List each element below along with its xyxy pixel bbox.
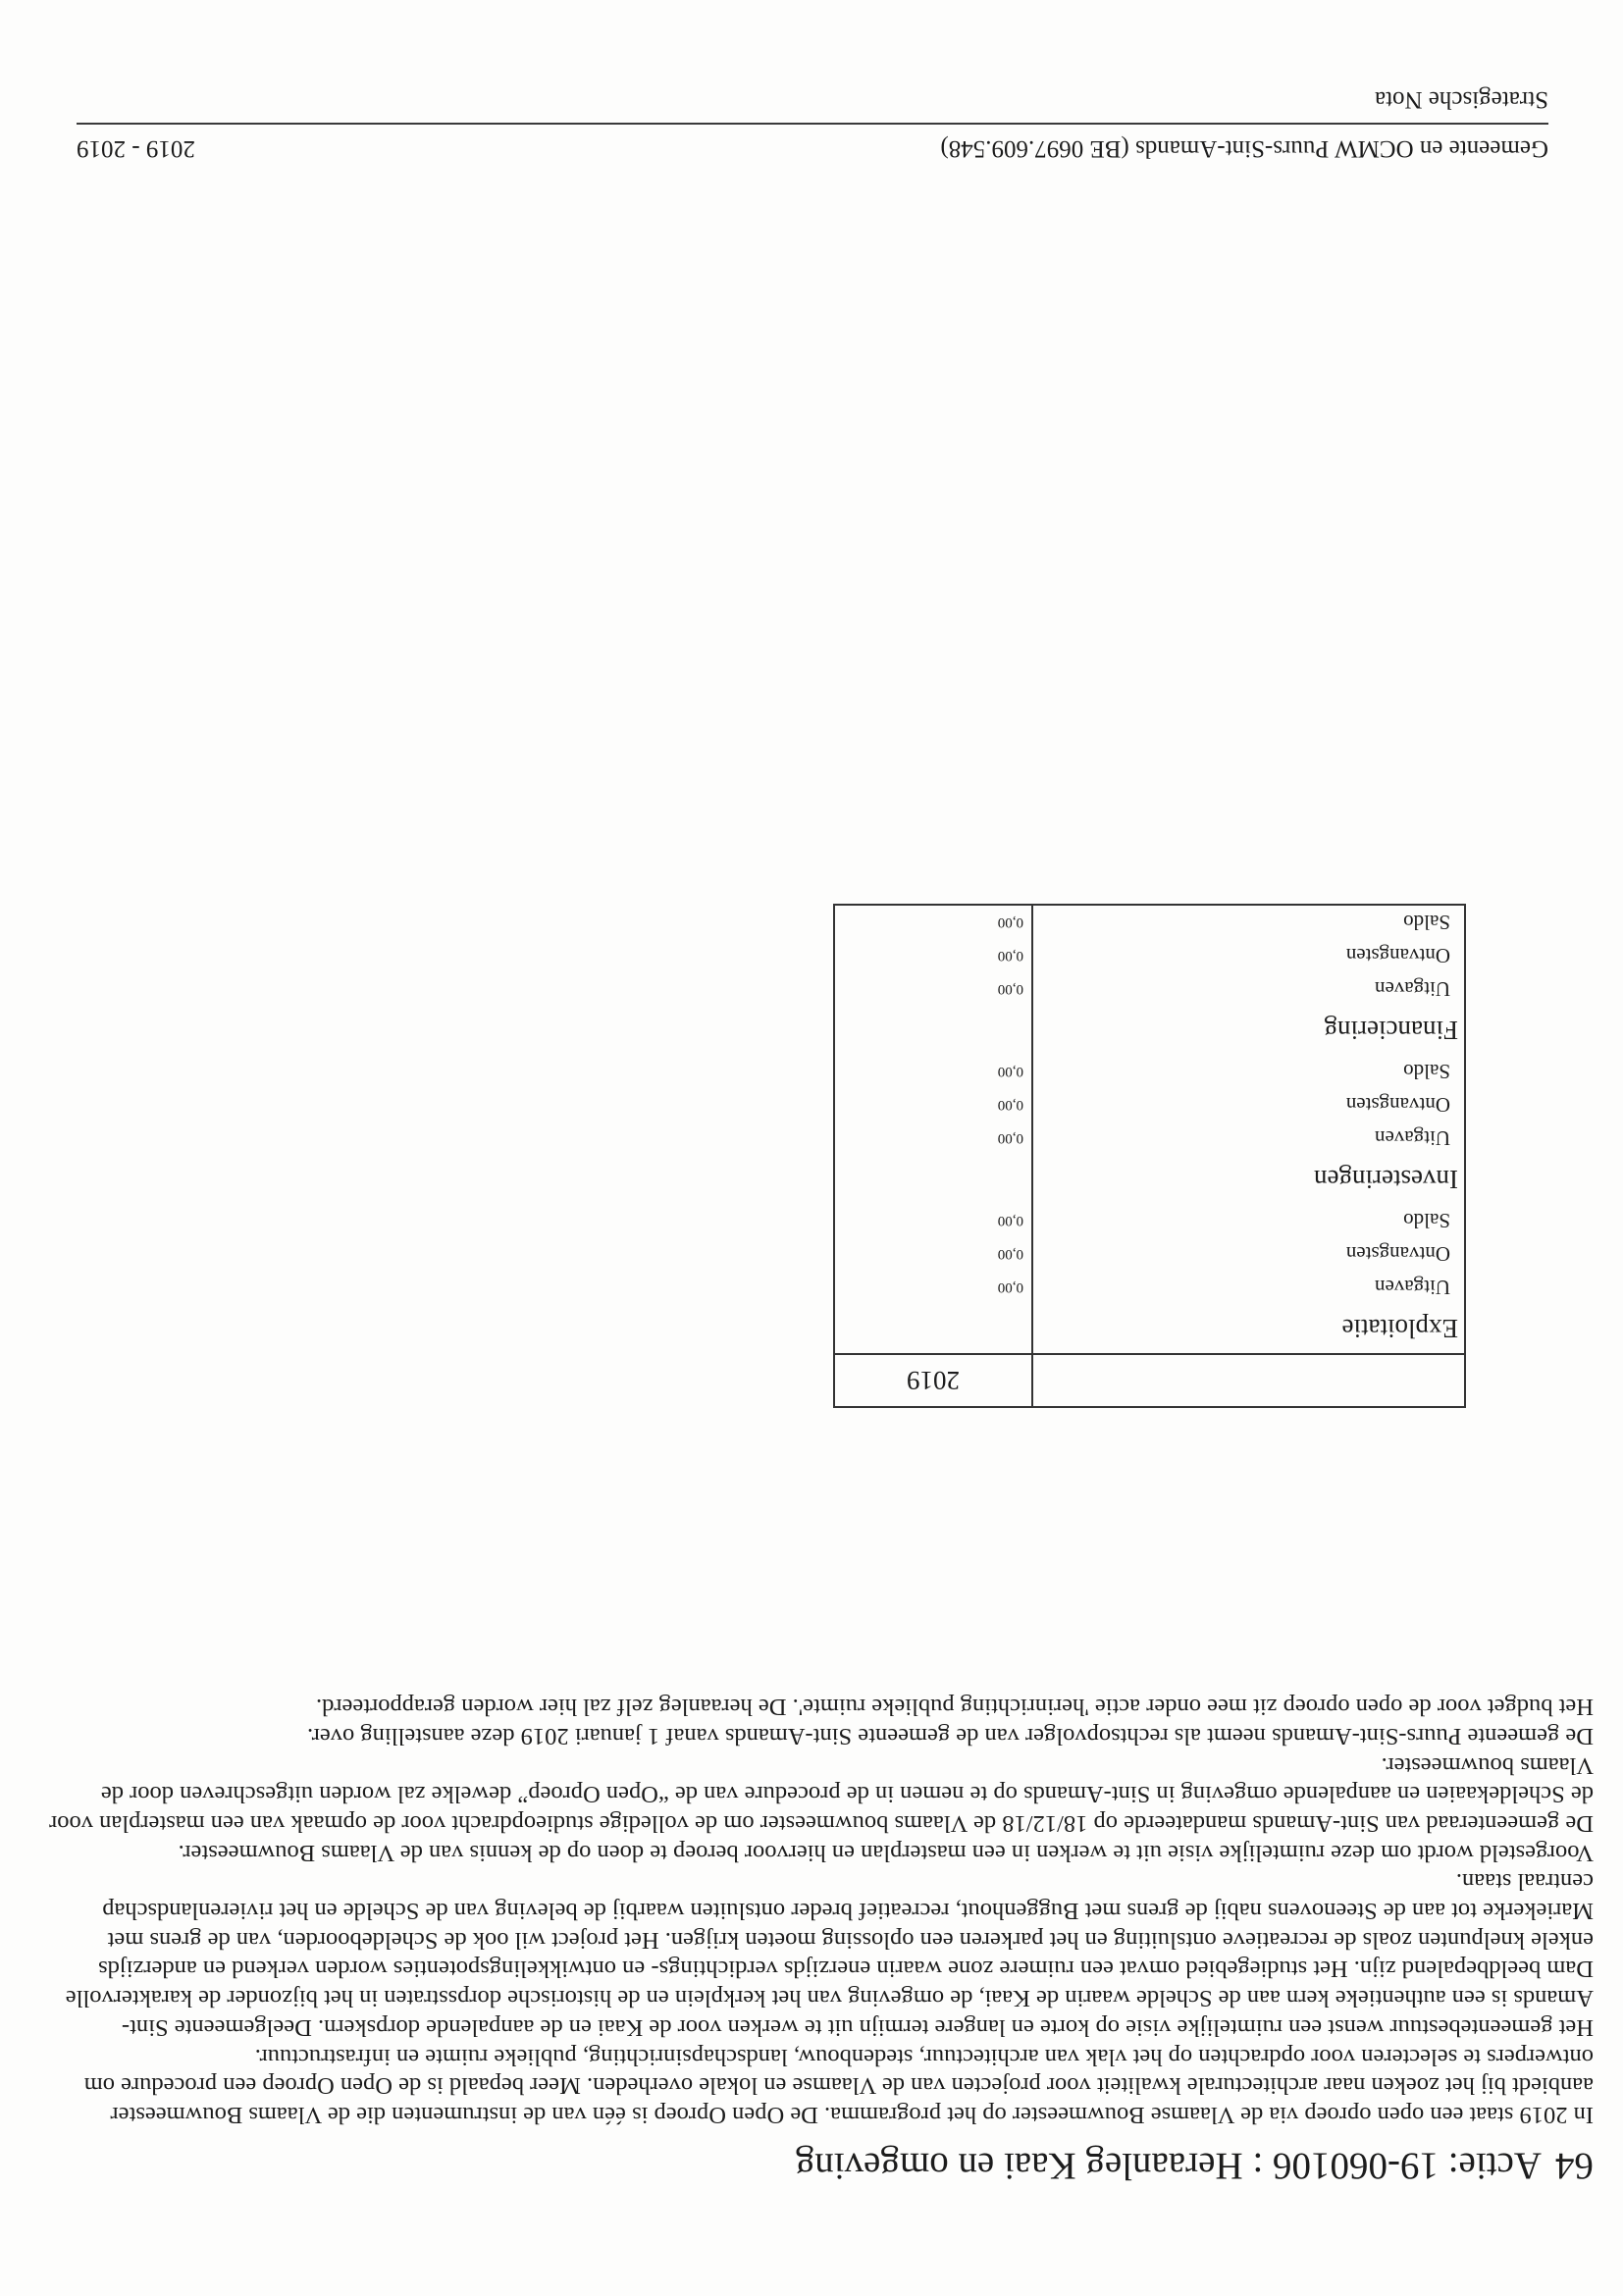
table-row bbox=[834, 1271, 1465, 1304]
year-header: 2019 bbox=[834, 1354, 1032, 1407]
action-description bbox=[43, 1692, 1594, 2129]
row-label: Ontvangsten bbox=[1032, 1088, 1465, 1122]
action-title: Actie: 19-060106 : Heraanleg Kaai en omgeving bbox=[795, 2145, 1542, 2187]
row-value: 0,00 bbox=[834, 1204, 1032, 1237]
table-row bbox=[834, 1122, 1465, 1155]
row-value: 0,00 bbox=[834, 1122, 1032, 1155]
row-label: Uitgaven bbox=[1032, 972, 1465, 1006]
row-label: Ontvangsten bbox=[1032, 1237, 1465, 1271]
section-label: Exploitatie bbox=[1032, 1304, 1465, 1354]
table-row bbox=[834, 905, 1465, 939]
document-title: Strategische Nota bbox=[1374, 86, 1548, 113]
paragraph: In 2019 staat een open oproep via de Vlaamse Bouwmeester op het programma. De Open Oproep is één van de instrumenten die de Vlaams Bouwmeester aanbiedt bij het zoeken naar architecturale kwaliteit voor projecten van de Vlaamse en lokale overheden. Meer bepaald is de Open Oproep een procedure om ontwerpers te selecteren voor opdrachten op het vlak van architectuur, stedenbouw, landschapsinrichting, publieke ruimte en infrastructuur. bbox=[83, 2043, 1594, 2128]
section-label: Financiering bbox=[1032, 1006, 1465, 1055]
section-row bbox=[834, 1006, 1465, 1055]
header-divider bbox=[77, 123, 1548, 125]
paragraph: Voorgesteld wordt om deze ruimtelijke visie uit te werken in een masterplan en hiervoor beroep te doen op de kennis van de Vlaams Bouwmeester. bbox=[178, 1839, 1594, 1866]
row-value: 0,00 bbox=[834, 1088, 1032, 1122]
table-row bbox=[834, 1088, 1465, 1122]
section-row bbox=[834, 1304, 1465, 1354]
row-value: 0,00 bbox=[834, 939, 1032, 972]
row-label: Ontvangsten bbox=[1032, 939, 1465, 972]
section-label: Investeringen bbox=[1032, 1155, 1465, 1204]
table-row bbox=[834, 1055, 1465, 1088]
budget-table bbox=[833, 904, 1466, 1408]
table-row bbox=[834, 1237, 1465, 1271]
row-value: 0,00 bbox=[834, 972, 1032, 1006]
paragraph: De gemeenteraad van Sint-Amands mandateerde op 18/12/18 de Vlaams bouwmeester om de volledige studieopdracht voor de opmaak van een masterplan voor de Scheldekaaien en aanpalende omgeving in Sint-Amands op te nemen in de procedure van de “Open Oproep” dewelke zal worden uitgeschreven door de Vlaams bouwmeester. bbox=[49, 1751, 1594, 1837]
paragraph: De gemeente Puurs-Sint-Amands neemt als rechtsopvolger van de gemeente Sint-Amands vanaf 1 januari 2019 deze aanstelling over. bbox=[306, 1722, 1594, 1749]
row-value: 0,00 bbox=[834, 1271, 1032, 1304]
row-label: Saldo bbox=[1032, 905, 1465, 939]
row-value: 0,00 bbox=[834, 1237, 1032, 1271]
table-row bbox=[834, 972, 1465, 1006]
table-header-row bbox=[834, 1354, 1465, 1407]
row-value: 0,00 bbox=[834, 905, 1032, 939]
paragraph: Het gemeentebestuur wenst een ruimtelijke visie op korte en langere termijn uit te werken voor de Kaai en de aanpalende dorpskern. Deelgemeente Sint-Amands is een authentieke kern aan de Schelde waarin de Kaai, de omgeving van het kerkplein en de historische dorpsstraten in het bijzonder de karaktervolle Dam beeldbepalend zijn. Het studiegebied omvat een ruimere zone waarin enerzijds verdichtings- en ontwikkelingspotenties worden verkend en anderzijds enkele knelpunten zoals de recreatieve ontsluiting en het parkeren een oplossing moeten krijgen. Het project wil ook de Scheldeboorden, van de grens met Mariekerke tot aan de Steenovens nabij de grens met Buggenhout, recreatief breder ontsluiten waarbij de beleving van de Schelde en het rivierenlandschap centraal staan. bbox=[65, 1868, 1594, 2041]
row-label: Uitgaven bbox=[1032, 1271, 1465, 1304]
row-label: Saldo bbox=[1032, 1055, 1465, 1088]
table-row bbox=[834, 939, 1465, 972]
report-period: 2019 - 2019 bbox=[77, 135, 195, 162]
organisation-name: Gemeente en OCMW Puurs-Sint-Amands (BE 0697.609.548) bbox=[940, 135, 1548, 162]
row-label: Saldo bbox=[1032, 1204, 1465, 1237]
action-heading bbox=[796, 2144, 1594, 2188]
section-row bbox=[834, 1155, 1465, 1204]
table-row bbox=[834, 1204, 1465, 1237]
paragraph: Het budget voor de open oproep zit mee onder actie 'herinrichting publieke ruimte'. De heraanleg zelf zal hier worden gerapporteerd. bbox=[315, 1694, 1594, 1721]
row-value: 0,00 bbox=[834, 1055, 1032, 1088]
row-label: Uitgaven bbox=[1032, 1122, 1465, 1155]
page-header bbox=[77, 44, 1548, 162]
action-number: 64 bbox=[1555, 2145, 1594, 2187]
